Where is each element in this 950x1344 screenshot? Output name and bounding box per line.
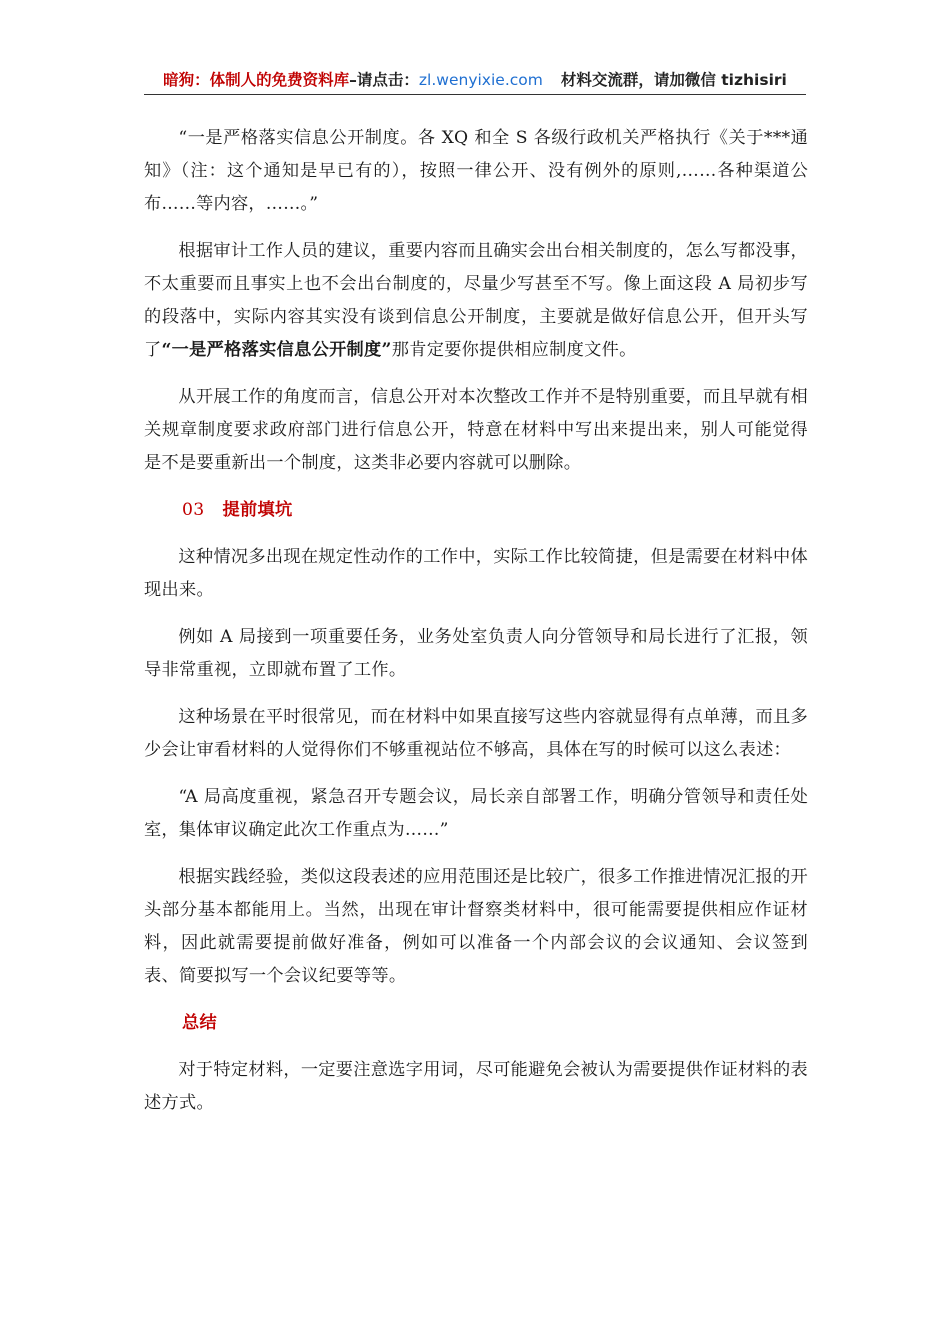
paragraph-2-bold: “一是严格落实信息公开制度” xyxy=(161,340,392,360)
header-click-text: –请点击： xyxy=(349,71,419,89)
section-heading-03 xyxy=(144,494,808,527)
section-title: 提前填坑 xyxy=(222,500,293,520)
quote-paragraph-2: “A 局高度重视，紧急召开专题会议，局长亲自部署工作，明确分管领导和责任处室，集体审议确定此次工作重点为……” xyxy=(144,787,808,840)
paragraph-3: 从开展工作的角度而言，信息公开对本次整改工作并不是特别重要，而且早就有相关规章制度要求政府部门进行信息公开，特意在材料中写出来提出来，别人可能觉得是不是要重新出一个制度，这类非必要内容就可以删除。 xyxy=(144,387,808,473)
page-header xyxy=(144,66,806,95)
paragraph-9: 对于特定材料，一定要注意选字用词，尽可能避免会被认为需要提供作证材料的表述方式。 xyxy=(144,1060,808,1113)
paragraph-8: 根据实践经验，类似这段表述的应用范围还是比较广，很多工作推进情况汇报的开头部分基本都能用上。当然，出现在审计督察类材料中，很可能需要提供相应作证材料，因此就需要提前做好准备，例如可以准备一个内部会议的会议通知、会议签到表、简要拟写一个会议纪要等等。 xyxy=(144,867,808,986)
paragraph-4: 这种情况多出现在规定性动作的工作中，实际工作比较简捷，但是需要在材料中体现出来。 xyxy=(144,547,808,600)
header-brand: 暗狗：体制人的免费资料库 xyxy=(163,71,350,89)
paragraph-2-text-a: 根据审计工作人员的建议，重要内容而且确实会出台相关制度的，怎么写都没事，不太重要而且事实上也不会出台制度的，尽量少写甚至不写。像上面这段 A 局初步写的段落中，实际内容其实没有谈到信息公开制度，主要就是做好信息公开，但开头写了 xyxy=(144,241,808,360)
document-body xyxy=(144,122,808,1134)
summary-heading xyxy=(144,1007,808,1040)
paragraph-6: 这种场景在平时很常见，而在材料中如果直接写这些内容就显得有点单薄，而且多少会让审看材料的人觉得你们不够重视站位不够高，具体在写的时候可以这么表述： xyxy=(144,707,808,760)
summary-title: 总结 xyxy=(182,1013,217,1033)
header-link[interactable]: zl.wenyixie.com xyxy=(418,71,543,89)
paragraph-2-text-b: 那肯定要你提供相应制度文件。 xyxy=(391,340,637,360)
header-group-text: 材料交流群，请加微信 tizhisiri xyxy=(560,71,787,89)
paragraph-5: 例如 A 局接到一项重要任务，业务处室负责人向分管领导和局长进行了汇报，领导非常重视，立即就布置了工作。 xyxy=(144,627,808,680)
section-number: 03 xyxy=(182,500,205,520)
paragraph-2 xyxy=(144,235,808,367)
quote-paragraph-1: “一是严格落实信息公开制度。各 XQ 和全 S 各级行政机关严格执行《关于***通知》（注：这个通知是早已有的），按照一律公开、没有例外的原则,……各种渠道公布……等内容，……。” xyxy=(144,128,808,214)
